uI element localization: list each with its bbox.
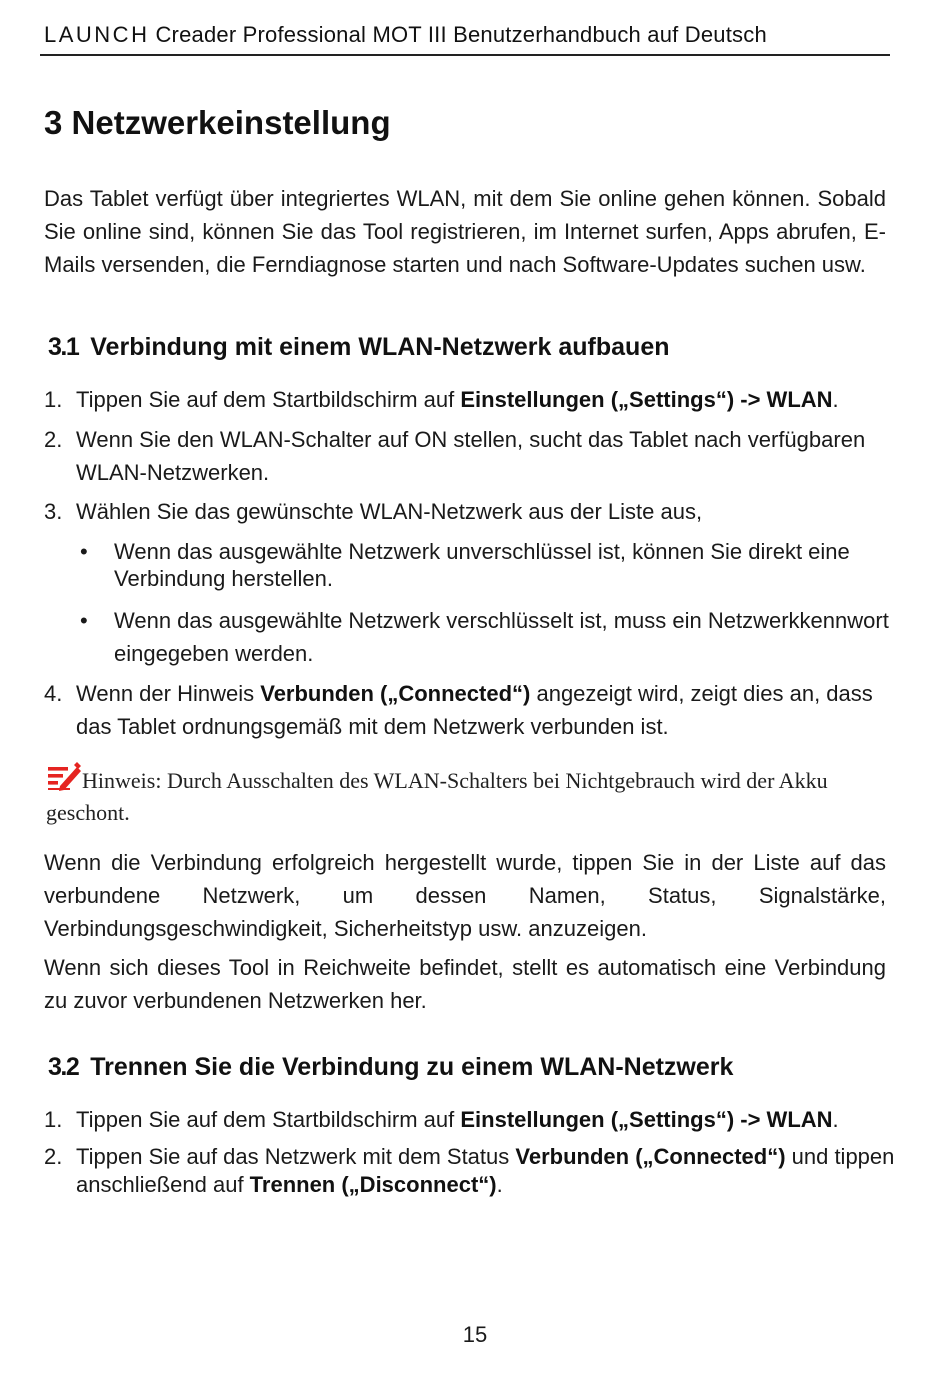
bullet-item [80, 604, 920, 670]
list-item [44, 423, 914, 489]
step-emphasis: Trennen („Disconnect“) [249, 1172, 497, 1197]
list-item [44, 677, 914, 743]
step-text: Tippen Sie auf dem Startbildschirm auf [76, 1107, 461, 1132]
running-header [44, 22, 767, 48]
list-item [44, 495, 914, 528]
header-title: Creader Professional MOT III Benutzerhandbuch auf Deutsch [155, 22, 767, 47]
step-text: und tippen anschließend auf [76, 1144, 895, 1197]
paragraph: Wenn die Verbindung erfolgreich hergestellt wurde, tippen Sie in der Liste auf das verbundene Netzwerk, um dessen Namen, Status, Signalstärke, Verbindungsgeschwindigkeit, Sicherheitstyp usw. anzuzeigen. [44, 850, 886, 941]
step-number: 2. [44, 1144, 63, 1169]
section-number: 3.1 [48, 333, 79, 361]
bullet-text: Wenn das ausgewählte Netzwerk unverschlüssel ist, können Sie direkt eine Verbindung herstellen. [114, 539, 850, 591]
page-number: 15 [462, 1322, 488, 1347]
step-text: . [832, 1107, 839, 1132]
section-title: Trennen Sie die Verbindung zu einem WLAN-Netzwerk [90, 1053, 734, 1081]
step-emphasis: Einstellungen („Settings“) -> WLAN [460, 1107, 833, 1132]
bullet-symbol: • [80, 539, 88, 564]
note-box [46, 762, 866, 829]
paragraph: Wenn sich dieses Tool in Reichweite befindet, stellt es automatisch eine Verbindung zu zuvor verbundenen Netzwerken her. [44, 955, 886, 1013]
step-number: 2. [44, 427, 63, 452]
step-text: angezeigt wird, zeigt dies an, dass das Tablet ordnungsgemäß mit dem Netzwerk verbunden ist. [76, 681, 873, 739]
step-text: Tippen Sie auf das Netzwerk mit dem Status [76, 1144, 516, 1169]
section-heading-3-1 [48, 333, 670, 362]
note-text: Hinweis: Durch Ausschalten des WLAN-Schalters bei Nichtgebrauch wird der Akku geschont. [46, 768, 828, 825]
list-item [44, 1143, 914, 1199]
step-text: . [832, 387, 839, 412]
step-text: . [496, 1172, 503, 1197]
step-number: 3. [44, 499, 63, 524]
bullet-symbol: • [80, 608, 88, 633]
header-divider [40, 54, 890, 56]
section-title: Verbindung mit einem WLAN-Netzwerk aufbauen [90, 333, 670, 361]
section-heading-3-2 [48, 1053, 733, 1082]
list-item [44, 1103, 914, 1136]
step-number: 1. [44, 1107, 63, 1132]
step-text: Tippen Sie auf dem Startbildschirm auf [76, 387, 461, 412]
step-text: Wenn Sie den WLAN-Schalter auf ON stellen, sucht das Tablet nach verfügbaren WLAN-Netzwerken. [76, 427, 866, 485]
note-pencil-icon [46, 762, 82, 792]
bullet-item [80, 538, 920, 592]
list-item [44, 383, 914, 416]
step-number: 1. [44, 387, 63, 412]
step-text: Wenn der Hinweis [76, 681, 261, 706]
chapter-intro: Das Tablet verfügt über integriertes WLAN, mit dem Sie online gehen können. Sobald Sie online sind, können Sie das Tool registrieren, im Internet surfen, Apps abrufen, E-Mails versenden, die Ferndiagnose starten und nach Software-Updates suchen usw. [44, 186, 886, 277]
step-number: 4. [44, 681, 63, 706]
section-number: 3.2 [48, 1053, 79, 1081]
header-brand: LAUNCH [44, 22, 150, 47]
bullet-text: Wenn das ausgewählte Netzwerk verschlüsselt ist, muss ein Netzwerkkennwort eingegeben werden. [114, 608, 889, 666]
step-emphasis: Verbunden („Connected“) [260, 681, 531, 706]
chapter-title: 3 Netzwerkeinstellung [44, 104, 391, 141]
step-emphasis: Verbunden („Connected“) [515, 1144, 786, 1169]
step-text: Wählen Sie das gewünschte WLAN-Netzwerk aus der Liste aus, [76, 499, 703, 524]
step-emphasis: Einstellungen („Settings“) -> WLAN [460, 387, 833, 412]
